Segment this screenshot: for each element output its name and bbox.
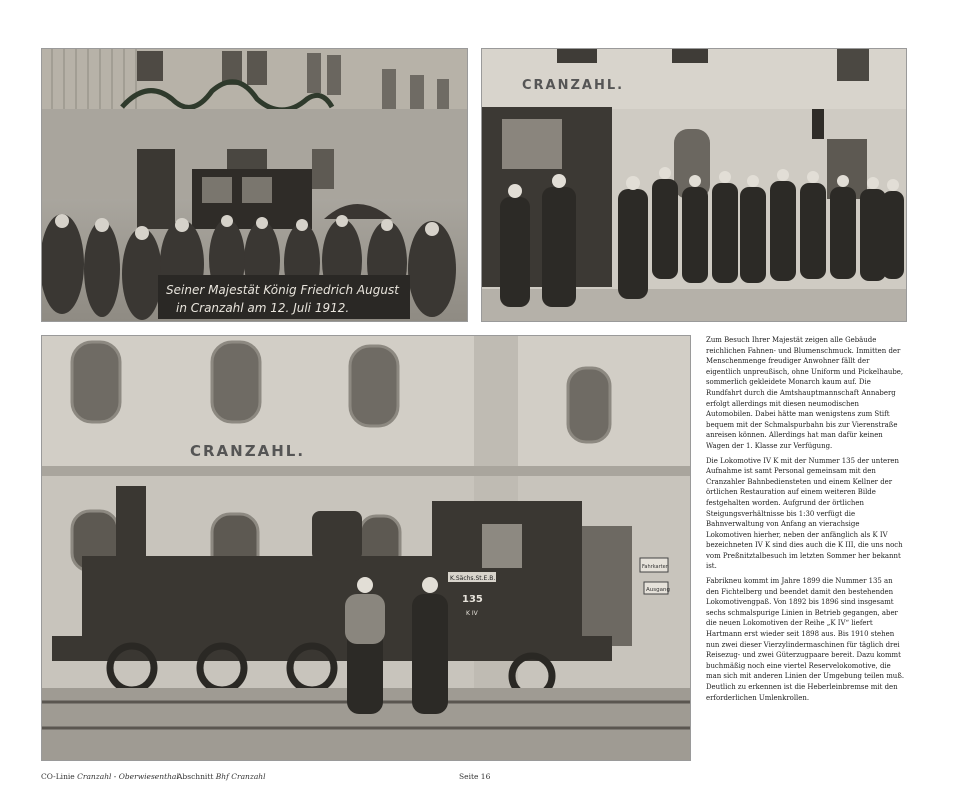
station-name-wall: CRANZAHL.: [190, 442, 306, 460]
photo-royal-visit: [41, 48, 468, 322]
locomotive-number: 135: [462, 594, 483, 605]
article-paragraph-3: Fabrikneu kommt im Jahre 1899 die Nummer 135 an den Fichtelberg und beendet damit den bestehenden Lokomotivengpaß. Von 1892 bis 1896 sind insgesamt sechs schmalspurige Linien in Betrieb gegangen, aber die neuen Lokomotiven der Reihe „K IV“ liefert Hartmann erst wieder seit 1898 aus. Bis 1910 stehen nun zwei dieser Vierzylindermaschinen für täglich drei Reisezug- und zwei Güterzugpaare bereit. Dazu kommt buchmäßig noch eine viertel Reservelokomotive, die man sich mit anderen Linien der Umgebung teilen muß. Deutlich zu erkennen ist die Heberleinbremse mit den erforderlichen Umlenkrollen.: [706, 577, 905, 702]
footer-line: CO-Linie Cranzahl - Oberwiesenthal: [41, 772, 179, 781]
banner-sign-line2: in Cranzahl am 12. Juli 1912.: [176, 301, 350, 315]
locomotive-plate: K.Sächs.St.E.B.: [450, 575, 496, 582]
article-paragraph-2: Die Lokomotive IV K mit der Nummer 135 der unteren Aufnahme ist samt Personal gemeinsam mit den Cranzahler Bahnbediensteten und einem Kellner der örtlichen Restauration auf einem weiteren Bilde festgehalten worden. Aufgrund der örtlichen Steigungsverhältnisse bis 1:30 verfügt die Bahnverwaltung von Anfang an vierachsige Lokomotiven hierher, neben der anfänglich als K IV bezeichneten IV K sind dies auch die K III, die uns noch vom Preßnitztalbesuch im letzten Sommer her bekannt ist.: [706, 456, 903, 571]
article-paragraph-1: Zum Besuch Ihrer Majestät zeigen alle Gebäude reichlichen Fahnen- und Blumenschmuck. Inmitten der Menschenmenge freudiger Anwohner fällt der eigentlich unpreußisch, ohne Uniform und Pickelhaube, sommerlich gekleidete Monarch kaum auf. Die Rundfahrt durch die Amtshauptmannschaft Annaberg erfolgt allerdings mit diesen neumodischen Automobilen. Dabei hätte man wenigstens zum Stift bequem mit der Schmalspurbahn bis zur Vierenstraße anreisen können. Allerdings hat man dafür keinen Wagen der 1. Klasse zur Verfügung.: [706, 336, 904, 450]
page-number: Seite 16: [459, 772, 491, 781]
footer-section-name: Bhf Cranzahl: [215, 772, 266, 781]
banner-sign-line1: Seiner Majestät König Friedrich August: [166, 283, 399, 297]
footer-section: Abschnitt Bhf Cranzahl: [177, 772, 266, 781]
ticket-sign: Fahrkarten: [642, 564, 669, 570]
photo-locomotive-135: [41, 335, 691, 761]
station-name-sign: CRANZAHL.: [522, 78, 625, 93]
photo-station-staff: [481, 48, 907, 322]
footer-line-name: Cranzahl - Oberwiesenthal: [77, 772, 179, 781]
exit-sign: Ausgang: [646, 587, 670, 593]
locomotive-class: K IV: [466, 610, 478, 617]
article-text: [706, 335, 906, 707]
